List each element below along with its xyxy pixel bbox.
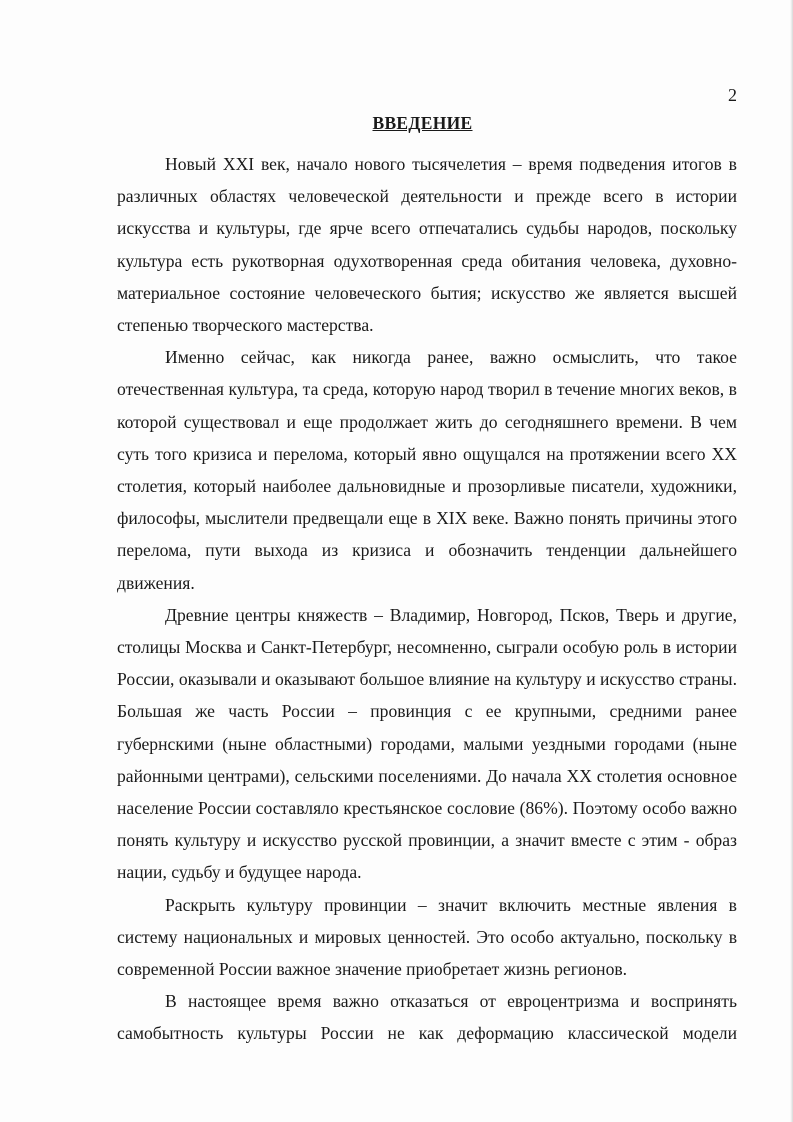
page-number: 2 [728,85,737,105]
paragraph: Древние центры княжеств – Владимир, Новгород, Псков, Тверь и другие, столицы Москва и Санкт-Петербург, несомненно, сыграли особую роль в истории России, оказывали и оказывают большое влияние на культуру и искусство страны. Большая же часть России – провинция с ее крупными, средними ранее губернскими (ныне областными) городами, малыми уездными городами (ныне районными центрами), сельскими поселениями. До начала XX столетия основное население России составляло крестьянское сословие (86%). Поэтому особо важно понять культуру и искусство русской провинции, а значит вместе с этим - образ нации, судьбу и будущее народа. [117,604,737,883]
section-title: ВВЕДЕНИЕ [372,113,473,133]
paragraph: Новый XXI век, начало нового тысячелетия – время подведения итогов в различных областях человеческой деятельности и прежде всего в истории искусства и культуры, где ярче всего отпечатались судьбы народов, поскольку культура есть рукотворная одухотворенная среда обитания человека, духовно-материальное состояние человеческого бытия; искусство же является высшей степенью творческого мастерства. [117,154,737,336]
body-text [117,148,737,1049]
paragraph: Раскрыть культуру провинции – значит включить местные явления в систему национальных и мировых ценностей. Это особо актуально, поскольку в современной России важное значение приобретает жизнь регионов. [117,894,737,980]
paragraph: В настоящее время важно отказаться от евроцентризма и воспринять самобытность культуры России не как деформацию классической модели [117,991,737,1044]
paragraph: Именно сейчас, как никогда ранее, важно осмыслить, что такое отечественная культура, та среда, которую народ творил в течение многих веков, в которой существовал и еще продолжает жить до сегодняшнего времени. В чем суть того кризиса и перелома, который явно ощущался на протяжении всего XX столетия, который наиболее дальновидные и прозорливые писатели, художники, философы, мыслители предвещали еще в XIX веке. Важно понять причины этого перелома, пути выхода из кризиса и обозначить тенденции дальнейшего движения. [117,347,737,593]
